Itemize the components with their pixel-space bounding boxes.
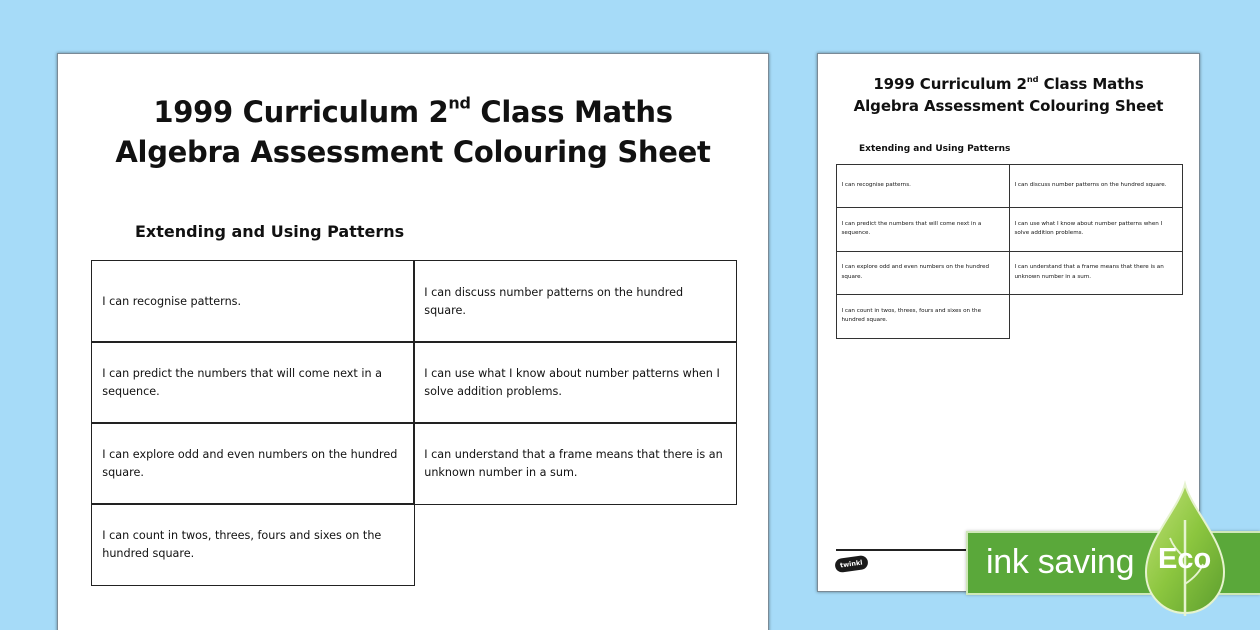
statement-grid [836, 164, 1182, 338]
statement-cell: I can recognise patterns. [836, 164, 1010, 209]
sheet-preview-large [57, 53, 769, 630]
statement-cell: I can predict the numbers that will come next in a sequence. [836, 207, 1010, 252]
page-title: 1999 Curriculum 2nd Class Maths Algebra Assessment Colouring Sheet [853, 74, 1164, 115]
twinkl-logo: twinkl [834, 555, 868, 573]
page-title: 1999 Curriculum 2nd Class Maths Algebra Assessment Colouring Sheet [115, 93, 711, 169]
statement-cell: I can discuss number patterns on the hundred square. [413, 260, 737, 343]
statement-grid [92, 261, 736, 585]
statement-cell: I can predict the numbers that will come next in a sequence. [91, 341, 415, 424]
statement-cell: I can understand that a frame means that there is an unknown number in a sum. [1009, 251, 1183, 296]
section-heading: Extending and Using Patterns [859, 144, 1011, 154]
statement-cell: I can count in twos, threes, fours and sixes on the hundred square. [836, 294, 1010, 339]
statement-cell: I can explore odd and even numbers on the hundred square. [836, 251, 1010, 296]
statement-cell: I can count in twos, threes, fours and sixes on the hundred square. [91, 503, 415, 586]
statement-cell: I can explore odd and even numbers on the hundred square. [91, 422, 415, 505]
section-heading: Extending and Using Patterns [135, 222, 405, 241]
statement-cell: I can understand that a frame means that there is an unknown number in a sum. [413, 422, 737, 505]
statement-cell: I can discuss number patterns on the hundred square. [1009, 164, 1183, 209]
eco-label: Eco [1158, 543, 1212, 575]
statement-cell: I can use what I know about number patterns when I solve addition problems. [1009, 207, 1183, 252]
statement-cell: I can use what I know about number patterns when I solve addition problems. [413, 341, 737, 424]
ink-saving-text: ink saving [986, 543, 1135, 581]
statement-cell: I can recognise patterns. [91, 260, 415, 343]
